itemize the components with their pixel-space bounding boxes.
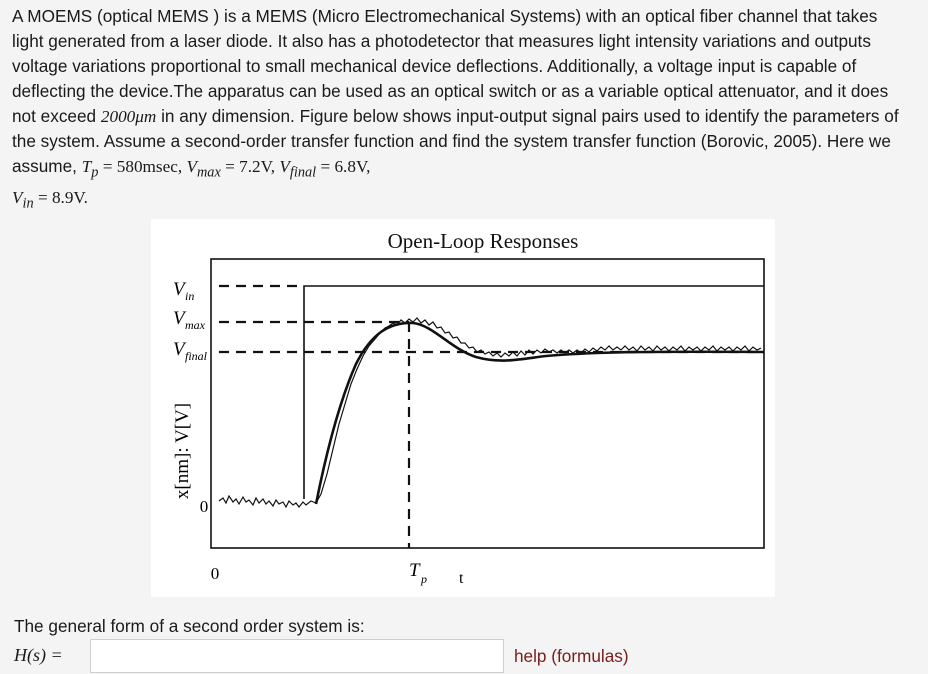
vfinal-subscript: final: [289, 164, 317, 181]
size-value: 2000μm: [100, 107, 157, 126]
tp-symbol: T: [81, 157, 92, 176]
vmax-label-sub: max: [185, 318, 205, 332]
vfinal-value: = 6.8V,: [316, 157, 371, 176]
response-curve: [316, 323, 764, 504]
tp-axis-label: T: [409, 560, 420, 581]
measured-signal: [219, 318, 761, 507]
y-zero-label: 0: [199, 497, 209, 516]
tp-value: = 580msec,: [98, 157, 187, 176]
vfinal-label: V: [173, 339, 185, 360]
tp-axis-label-sub: p: [421, 572, 427, 586]
hs-label-text: H(s) =: [14, 645, 63, 665]
problem-statement: [12, 4, 912, 217]
general-form-text: The general form of a second order system is:: [14, 616, 365, 636]
vmax-symbol: V: [186, 157, 197, 176]
help-formulas-link[interactable]: help (formulas): [514, 646, 629, 666]
input-step-line: [304, 286, 764, 499]
vin-value: = 8.9V.: [33, 188, 88, 208]
vin-label-sub: in: [185, 289, 195, 303]
problem-middle: in any dimension. Figure below shows input-output signal pairs used to identify the parameters of the system. Assume a second-order transfer function and find the system transfer function (Borovic, 2005). Here we assume,: [12, 106, 899, 176]
t-axis-label: t: [459, 570, 464, 587]
vmax-value: = 7.2V,: [220, 157, 280, 176]
vmax-subscript: max: [196, 164, 221, 181]
hs-label: [14, 645, 63, 666]
answer-input[interactable]: [90, 639, 504, 673]
vin-subscript: in: [22, 195, 34, 212]
vmax-label: V: [173, 308, 185, 329]
vin-label: V: [173, 279, 185, 300]
x-zero-label: 0: [210, 564, 220, 583]
figure-title: Open-Loop Responses: [387, 229, 579, 253]
tp-subscript: p: [91, 164, 99, 181]
open-loop-figure: [151, 219, 775, 597]
vin-symbol: V: [12, 188, 23, 208]
open-loop-plot: [151, 219, 775, 597]
problem-intro: A MOEMS (optical MEMS ) is a MEMS (Micro Electromechanical Systems) with an optical fiber channel that takes light generated from a laser diode. It also has a photodetector that measures light intensity variations and outputs voltage variations proportional to small mechanical device deflections. Additionally, a voltage input is capable of deflecting the device.The apparatus can be used as an optical switch or as a variable optical attenuator, and it does not exceed: [12, 6, 889, 126]
vfinal-label-sub: final: [185, 349, 208, 363]
y-axis-label: x[nm]: V[V]: [172, 402, 193, 500]
vfinal-symbol: V: [279, 157, 290, 176]
